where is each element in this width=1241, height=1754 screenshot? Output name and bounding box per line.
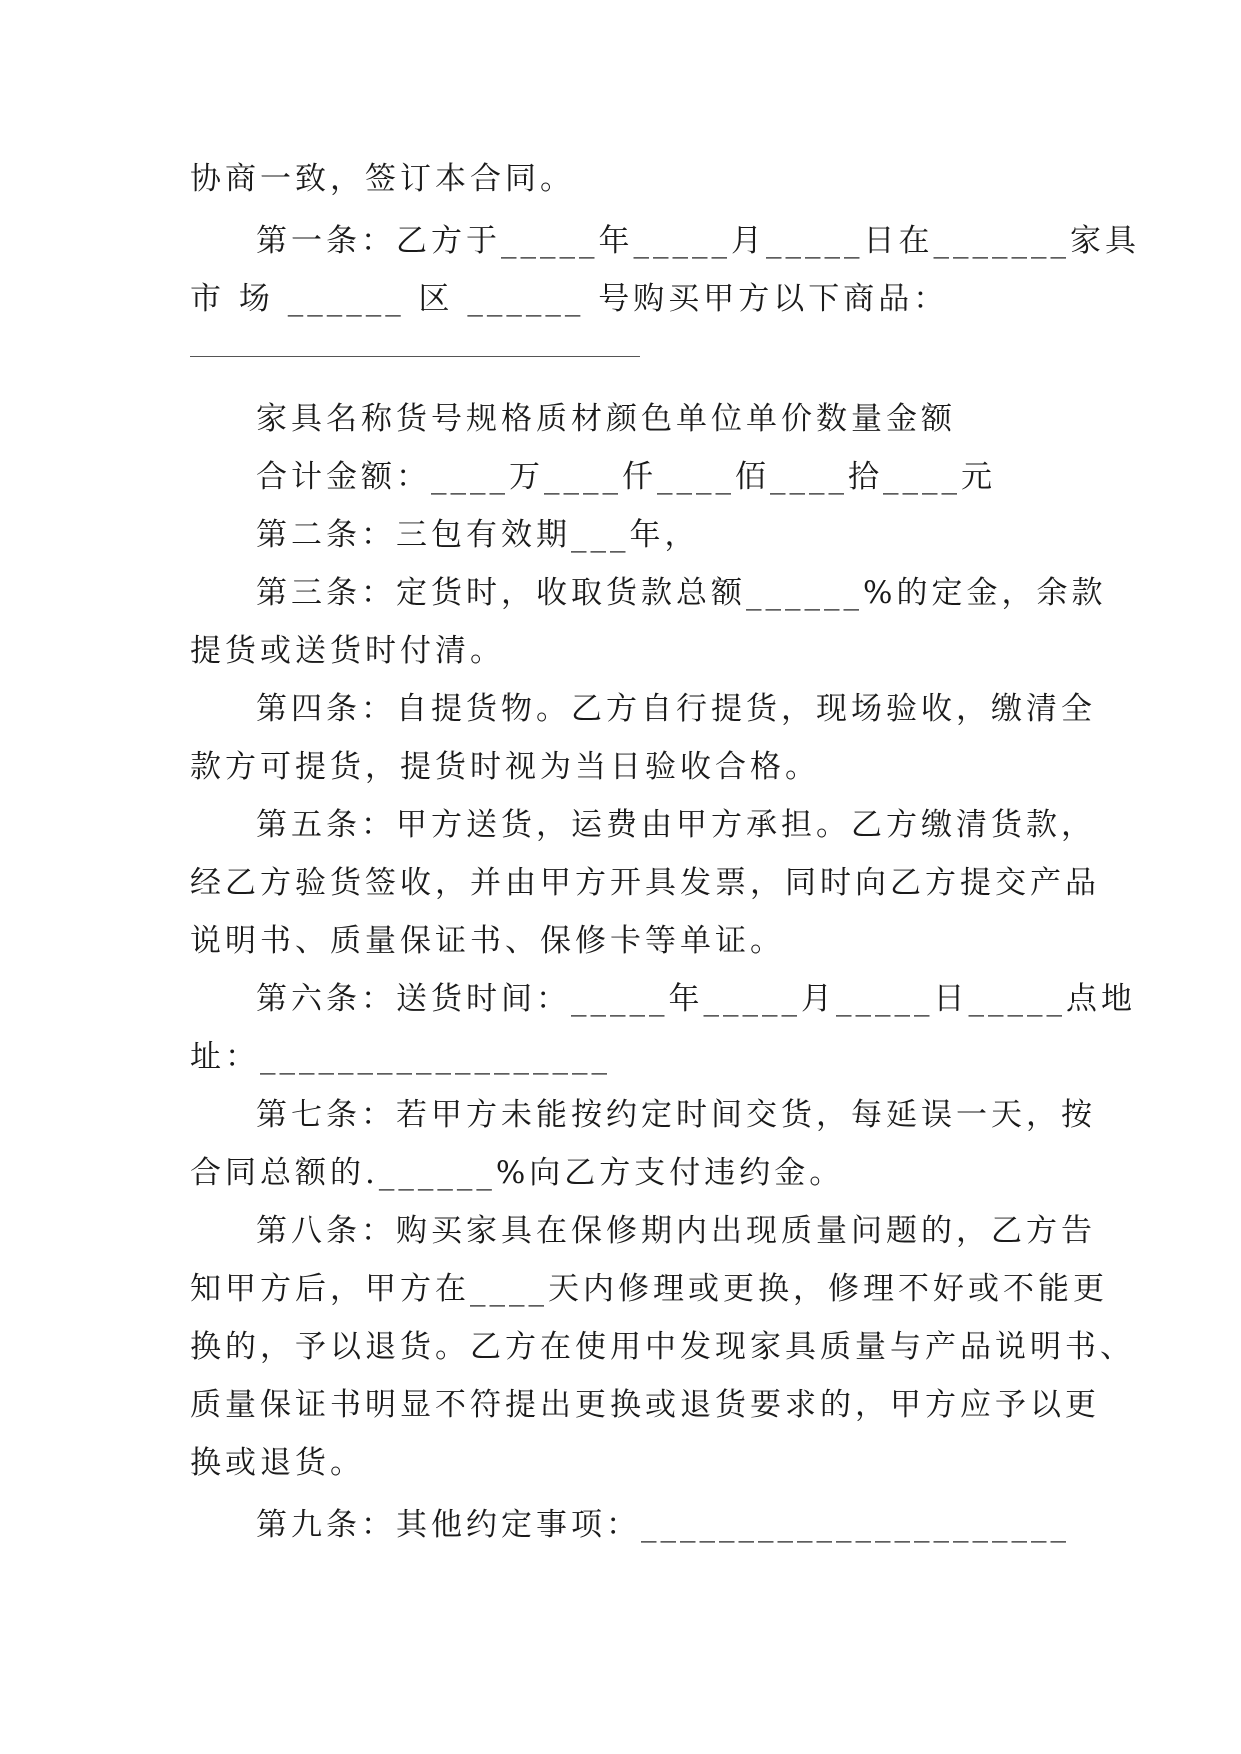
- clause-5-line: 说明书、质量保证书、保修卡等单证。: [190, 923, 785, 959]
- clause-9-line: 第九条：其他约定事项：______________________: [256, 1507, 1070, 1543]
- underline-rule: [190, 356, 640, 357]
- total-amount-line: 合计金额：____万____仟____佰____拾____元: [256, 459, 996, 495]
- clause-5-line: 经乙方验货签收，并由甲方开具发票，同时向乙方提交产品: [190, 865, 1100, 901]
- clause-4-line: 款方可提货，提货时视为当日验收合格。: [190, 749, 820, 785]
- clause-6-line: 址：__________________: [190, 1039, 611, 1075]
- clause-8-line: 换的，予以退货。乙方在使用中发现家具质量与产品说明书、: [190, 1329, 1135, 1365]
- clause-8-line: 质量保证书明显不符提出更换或退货要求的，甲方应予以更: [190, 1387, 1100, 1423]
- clause-6-line: 第六条：送货时间：_____年_____月_____日_____点地: [256, 981, 1136, 1017]
- clause-1-line: 市 场 ______ 区 ______ 号购买甲方以下商品：: [190, 281, 949, 317]
- paragraph-line: 协商一致，签订本合同。: [190, 161, 575, 197]
- clause-3-line: 第三条：定货时，收取货款总额______%的定金，余款: [256, 575, 1107, 611]
- contract-body: [190, 150, 1140, 1554]
- clause-7-line: 第七条：若甲方未能按约定时间交货，每延误一天，按: [256, 1097, 1096, 1133]
- blank-rule: [190, 328, 1050, 386]
- clause-2-line: 第二条：三包有效期___年，: [256, 517, 700, 553]
- clause-8-line: 第八条：购买家具在保修期内出现质量问题的，乙方告: [256, 1213, 1096, 1249]
- clause-4-line: 第四条：自提货物。乙方自行提货，现场验收，缴清全: [256, 691, 1096, 727]
- clause-1-line: 第一条：乙方于_____年_____月_____日在_______家具: [256, 223, 1140, 259]
- clause-8-line: 换或退货。: [190, 1445, 365, 1481]
- clause-3-line: 提货或送货时付清。: [190, 633, 505, 669]
- table-header-line: 家具名称货号规格质材颜色单位单价数量金额: [256, 401, 956, 437]
- clause-7-line: 合同总额的.______%向乙方支付违约金。: [190, 1155, 845, 1191]
- clause-5-line: 第五条：甲方送货，运费由甲方承担。乙方缴清货款，: [256, 807, 1096, 843]
- clause-8-line: 知甲方后，甲方在____天内修理或更换，修理不好或不能更: [190, 1271, 1108, 1307]
